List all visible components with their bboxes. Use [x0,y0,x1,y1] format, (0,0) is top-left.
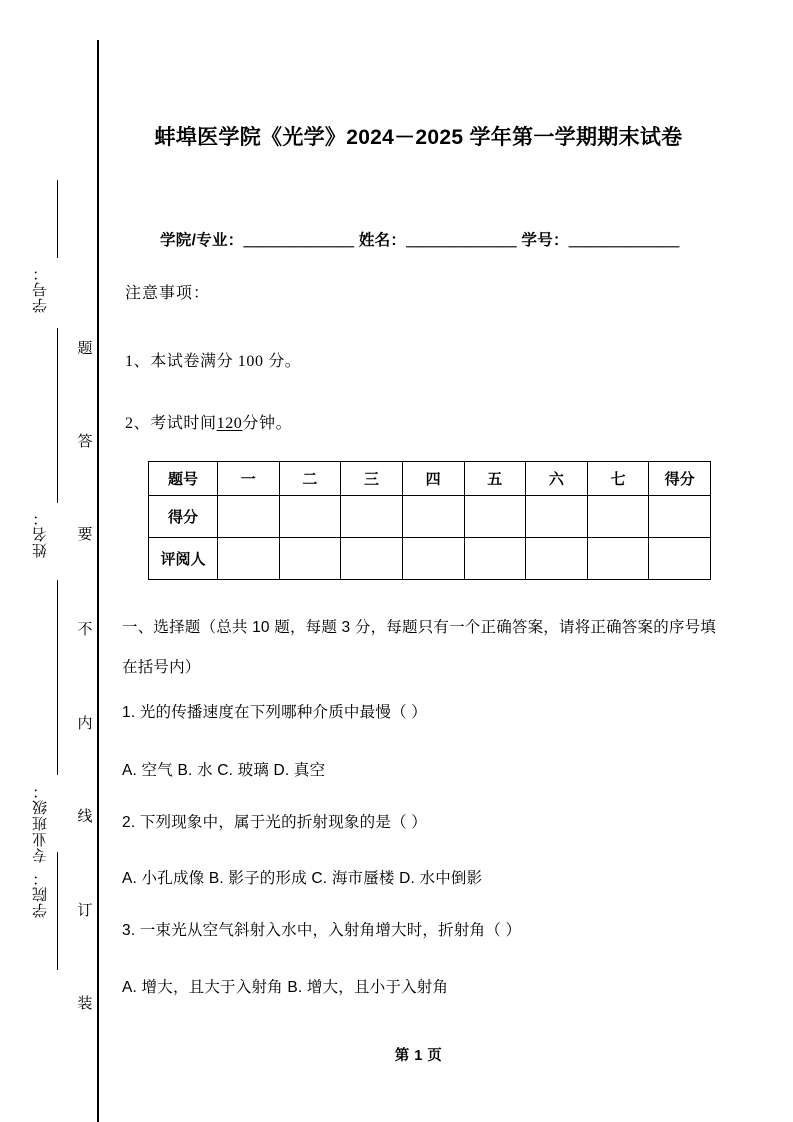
score-table-header-4: 四 [402,462,464,496]
table-row-score [149,496,711,538]
binding-inner-column [72,340,98,1030]
question-2-stem: 2. 下列现象中，属于光的折射现象的是（ ） [122,814,427,831]
binding-segment-line-2 [57,328,58,503]
reviewer-cell[interactable] [526,538,588,580]
question-3-stem: 3. 一束光从空气斜射入水中，入射角增大时，折射角（ ） [122,922,522,939]
binding-label-major-class: 专业班级： [33,783,49,863]
score-cell[interactable] [526,496,588,538]
score-table-row-label-1: 评阅人 [149,538,218,580]
question-1-options[interactable]: A. 空气 B. 水 C. 玻璃 D. 真空 [122,762,326,779]
notice-item-2-prefix: 2、考试时间 [125,415,217,432]
score-table-header-5: 五 [464,462,526,496]
exam-duration-value: 120 [216,415,243,432]
page-footer: 第 1 页 [394,1048,443,1064]
score-cell[interactable] [464,496,526,538]
notice-heading: 注意事项： [125,285,211,302]
score-cell[interactable] [341,496,403,538]
notice-item-2-suffix: 分钟。 [242,415,293,432]
score-table-header-2: 二 [279,462,341,496]
binding-inner-char-1: 答 [77,434,93,450]
binding-inner-char-5: 线 [77,809,93,825]
score-cell[interactable] [279,496,341,538]
reviewer-cell[interactable] [279,538,341,580]
binding-inner-char-0: 题 [77,341,93,357]
score-table-header-6: 六 [526,462,588,496]
student-info-line: 学院/专业：＿＿＿＿＿＿＿ 姓名：＿＿＿＿＿＿＿ 学号：＿＿＿＿＿＿＿ [160,232,680,249]
table-row-reviewer [149,538,711,580]
score-table-header-3: 三 [341,462,403,496]
reviewer-cell[interactable] [218,538,280,580]
binding-inner-char-4: 内 [77,716,93,732]
binding-segment-line-3 [57,580,58,775]
binding-segment-line-1 [57,180,58,258]
binding-inner-char-2: 要 [77,527,93,543]
binding-label-student-id: 学号： [33,265,49,313]
question-2-options[interactable]: A. 小孔成像 B. 影子的形成 C. 海市蜃楼 D. 水中倒影 [122,870,483,887]
binding-inner-char-7: 装 [77,996,93,1012]
notice-item-2 [125,410,292,433]
question-1-stem: 1. 光的传播速度在下列哪种介质中最慢（ ） [122,704,427,721]
table-row-header [149,462,711,496]
score-cell[interactable] [218,496,280,538]
reviewer-cell[interactable] [341,538,403,580]
question-3-options[interactable]: A. 增大，且大于入射角 B. 增大，且小于入射角 [122,979,449,996]
page-body [122,0,722,1122]
score-cell[interactable] [587,496,649,538]
page-title: 蚌埠医学院《光学》2024－2025 学年第一学期期末试卷 [154,126,683,149]
binding-label-college: 学院： [33,870,49,918]
notice-item-1: 1、本试卷满分 100 分。 [125,353,302,370]
binding-margin [0,0,110,1122]
section-one-heading: 一、选择题（总共 10 题，每题 3 分，每题只有一个正确答案，请将正确答案的序号填在括号内） [122,619,716,676]
binding-outer-column [30,180,76,970]
reviewer-cell[interactable] [587,538,649,580]
score-table [148,461,711,580]
reviewer-cell[interactable] [464,538,526,580]
binding-label-name: 姓名： [33,510,49,558]
binding-inner-char-6: 订 [77,903,93,919]
reviewer-cell[interactable] [649,538,711,580]
reviewer-cell[interactable] [402,538,464,580]
score-table-header-7: 七 [587,462,649,496]
binding-inner-char-3: 不 [77,622,93,638]
score-cell[interactable] [402,496,464,538]
score-table-row-label-0: 得分 [149,496,218,538]
score-table-header-8: 得分 [649,462,711,496]
score-table-header-1: 一 [218,462,280,496]
score-cell[interactable] [649,496,711,538]
score-table-header-0: 题号 [149,462,218,496]
